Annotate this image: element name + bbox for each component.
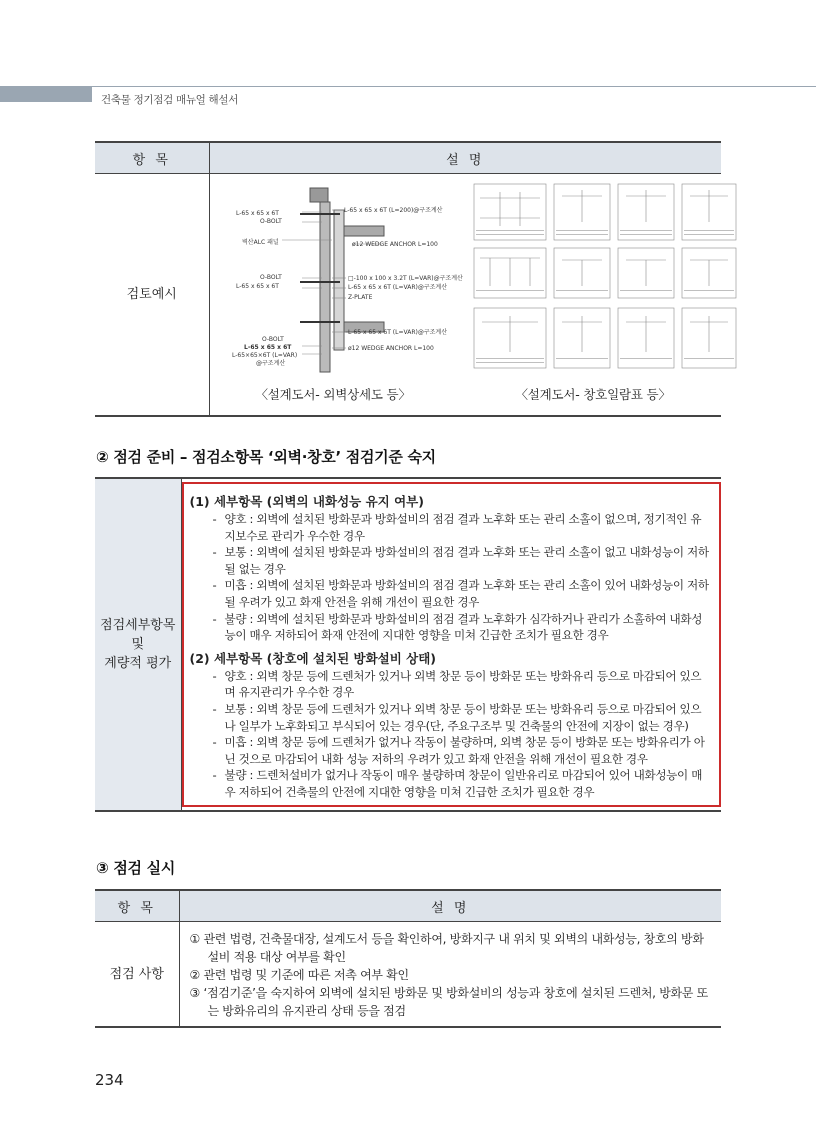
wall-detail-drawing	[222, 182, 472, 382]
criteria-item: - 불량 : 드렌처설비가 없거나 작동이 매우 불량하며 창문이 일반유리로 마감되어 있어 내화성능이 매우 저하되어 건축물의 안전에 지대한 영향을 미쳐 긴급한 조치가 필요한 경우	[212, 768, 703, 799]
row-label-inspection: 점검 사항	[95, 922, 179, 1028]
drawing-label: □-100 x 100 x 3.2T (L=VAR)@구조계산	[347, 275, 463, 282]
row-label-evaluation	[95, 478, 181, 811]
caption-window-schedule: 〈설계도서- 창호일람표 등〉	[515, 387, 671, 402]
header-rule	[92, 86, 816, 87]
col-header-item: 항 목	[95, 890, 179, 922]
drawing-label: ø12 WEDGE ANCHOR L=100	[351, 241, 438, 248]
label-line: 점검세부항목	[100, 617, 176, 633]
group-2-title: (2) 세부항목 (창호에 설치된 방화설비 상태)	[189, 650, 437, 666]
label-line: 및	[131, 636, 145, 652]
header-accent-bar	[0, 86, 92, 102]
drawing-label: ø12 WEDGE ANCHOR L=100	[347, 345, 434, 352]
drawing-label: L-65 x 65 x 6T (L=VAR)@구조계산	[347, 329, 447, 336]
drawing-label: @구조계산	[255, 360, 285, 367]
review-example-table	[95, 141, 721, 417]
inspection-item: ① 관련 법령, 건축물대장, 설계도서 등을 확인하여, 방화지구 내 위치 및 외벽의 내화성능, 창호의 방화설비 적용 대상 여부를 확인	[189, 932, 704, 964]
section-3-title: ③ 점검 실시	[96, 859, 176, 877]
window-schedule-drawing	[470, 182, 740, 382]
inspection-items-cell	[179, 922, 721, 1028]
criteria-item: - 양호 : 외벽 창문 등에 드렌처가 있거나 외벽 창문 등이 방화문 또는 방화유리 등으로 마감되어 있으며 유지관리가 우수한 경우	[212, 668, 702, 700]
group-1-title: (1) 세부항목 (외벽의 내화성능 유지 여부)	[189, 494, 424, 509]
drawing-label: Z-PLATE	[347, 294, 372, 301]
drawing-label: O-BOLT	[261, 336, 284, 343]
drawing-label: L-65 x 65 x 6T (L=200)@구조계산	[343, 207, 442, 214]
inspection-table	[95, 889, 721, 1028]
inspection-item: ② 관련 법령 및 기준에 따른 저촉 여부 확인	[189, 968, 409, 982]
evaluation-cell	[181, 478, 721, 811]
col-header-desc: 설 명	[179, 890, 721, 922]
evaluation-table	[95, 477, 721, 812]
drawing-label: L-65 x 65 x 6T	[243, 344, 291, 351]
running-header: 건축물 정기점검 매뉴얼 해설서	[101, 94, 239, 106]
section-2-title: ② 점검 준비 – 점검소항목 ‘외벽·창호’ 점검기준 숙지	[96, 448, 436, 466]
evaluation-criteria-box	[182, 482, 722, 807]
criteria-item: - 양호 : 외벽에 설치된 방화문과 방화설비의 점검 결과 노후화 또는 관리 소홀이 없으며, 정기적인 유지보수로 관리가 우수한 경우	[212, 512, 702, 543]
criteria-item: - 불량 : 외벽에 설치된 방화문과 방화설비의 점검 결과 노후화가 심각하거나 관리가 소홀하여 내화성능이 매우 저하되어 화재 안전에 지대한 영향을 미쳐 긴급한 조치가 필요한 경우	[212, 611, 703, 643]
criteria-item: - 미흡 : 외벽에 설치된 방화문과 방화설비의 점검 결과 노후화 또는 관리 소홀이 있어 내화성능이 저하될 우려가 있고 화재 안전을 위해 개선이 필요한 경우	[212, 578, 709, 609]
caption-wall-detail: 〈설계도서- 외벽상세도 등〉	[255, 387, 411, 402]
drawing-label: L-65×65×6T (L=VAR)	[231, 352, 297, 359]
review-images-cell	[209, 174, 721, 417]
col-header-item: 항 목	[95, 142, 209, 174]
col-header-desc: 설 명	[209, 142, 721, 174]
row-label-review: 검토예시	[95, 174, 209, 417]
drawing-label: O-BOLT	[259, 274, 282, 281]
drawing-label: L-65 x 65 x 6T	[235, 210, 279, 217]
drawing-label: 벽산ALC 패널	[241, 239, 279, 246]
page-number: 234	[95, 1071, 124, 1089]
inspection-item: ③ ‘점검기준’을 숙지하여 외벽에 설치된 방화문 및 방화설비의 성능과 창호에 설치된 드렌처, 방화문 또는 방화유리의 유지관리 상태 등을 점검	[189, 986, 708, 1018]
drawing-label: O-BOLT	[259, 218, 282, 225]
criteria-item: - 보통 : 외벽 창문 등에 드렌처가 있거나 외벽 창문 등이 방화문 또는 방화유리 등으로 마감되어 있으나 일부가 노후화되고 부식되어 있는 경우(단, 주요구조부 및 건축물의 안전에 지장이 없는 경우)	[212, 701, 702, 733]
label-line: 계량적 평가	[104, 655, 172, 671]
criteria-item: - 미흡 : 외벽 창문 등에 드렌처가 없거나 작동이 불량하며, 외벽 창문 등이 방화문 또는 방화유리가 아닌 것으로 마감되어 내화 성능 저하의 우려가 있고 화재 안전을 위해 개선이 필요한 경우	[212, 735, 705, 766]
drawing-label: L-65 x 65 x 6T	[235, 283, 279, 290]
drawing-label: L-65 x 65 x 6T (L=VAR)@구조계산	[347, 284, 447, 291]
criteria-item: - 보통 : 외벽에 설치된 방화문과 방화설비의 점검 결과 노후화 또는 관리 소홀이 없고 내화성능이 저하될 없는 경우	[212, 545, 709, 576]
